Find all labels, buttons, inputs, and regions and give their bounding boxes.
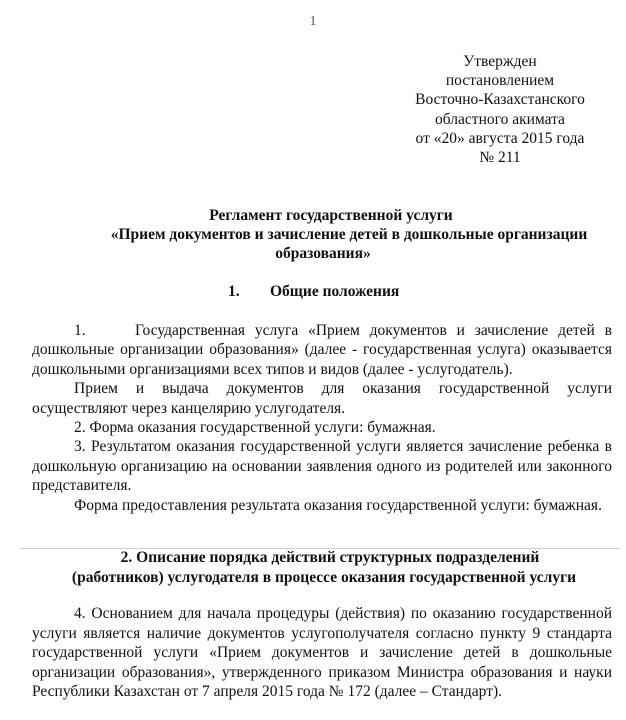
section-number: 1. xyxy=(228,283,240,300)
paragraph: 4. Основанием для начала процедуры (действия) по оказанию государственной услуги является наличие документов услугополучателя согласно пункту 9 стандарта государственной услуги «Прием документов и зачисление детей в дошкольные организации образования», утвержденного приказом Министра образования и науки Республики Казахстан от 7 апреля 2015 года № 172 (далее – Стандарт). xyxy=(32,605,612,700)
approval-line: Утвержден xyxy=(463,53,537,70)
paragraph: Форма предоставления результата оказания государственной услуги: бумажная. xyxy=(74,496,602,514)
section-heading-procedure xyxy=(0,548,626,587)
section-procedure-body xyxy=(32,604,612,702)
section-title: Общие положения xyxy=(270,283,400,300)
title-line: Регламент государственной услуги xyxy=(209,207,453,224)
approval-line: № 211 xyxy=(479,149,521,167)
approval-line: от «20» августа 2015 года xyxy=(415,129,585,147)
approval-line: областного акимата xyxy=(435,110,565,128)
approval-stamp xyxy=(370,52,626,167)
title-line: «Прием документов и зачисление детей в дошкольные организации xyxy=(110,226,588,243)
paragraph: 1. Государственная услуга «Прием документов и зачисление детей в дошкольные организации образования» (далее - государственная услуга) оказывается дошкольными организациями всех типов и видов (далее - услугодатель). xyxy=(32,322,612,378)
paragraph: 3. Результатом оказания государственной услуги является зачисление ребенка в дошкольную организацию на основании заявления одного из родителей или законного представителя. xyxy=(32,438,612,495)
page-number: 1 xyxy=(309,14,317,29)
section-title-line: 2. Описание порядка действий структурных подразделений xyxy=(120,549,540,566)
section-heading-general xyxy=(228,283,399,301)
paragraph: Прием и выдача документов для оказания государственной услуги осуществляют через канцелярию услугодателя. xyxy=(32,380,612,417)
section-title-line: (работников) услугодателя в процессе оказания государственной услуги xyxy=(71,568,577,586)
title-line: образования» xyxy=(275,245,371,262)
paragraph: 2. Форма оказания государственной услуги: бумажная. xyxy=(74,419,436,437)
section-general-body xyxy=(32,321,612,515)
approval-line: постановлением xyxy=(445,72,555,90)
approval-line: Восточно-Казахстанского xyxy=(415,91,585,109)
document-title xyxy=(0,206,626,263)
